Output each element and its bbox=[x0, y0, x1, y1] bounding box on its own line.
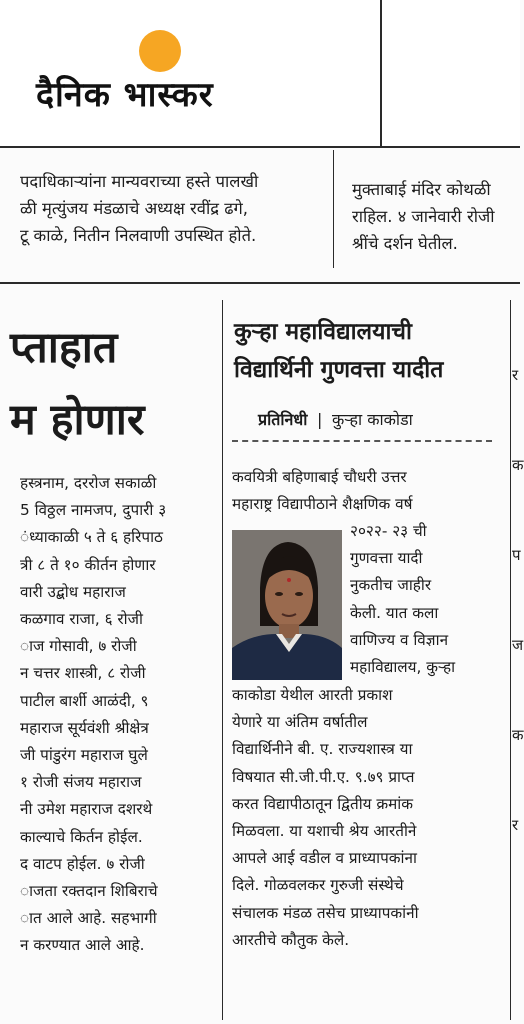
article-body bbox=[232, 682, 504, 954]
body-line: ाजता रक्तदान शिबिराचे bbox=[20, 882, 158, 901]
fragment: र bbox=[512, 816, 519, 834]
body-line: आपले आई वडील व प्राध्यापकांना bbox=[232, 849, 417, 868]
body-line: 5 विठ्ठल नामजप, दुपारी ३ bbox=[20, 501, 167, 520]
fragment: क bbox=[512, 456, 524, 474]
strip-left-text bbox=[20, 168, 320, 249]
article-headline-line-1: कुऱ्हा महाविद्यालयाची bbox=[234, 319, 412, 345]
fragment: र bbox=[512, 366, 519, 384]
byline-place: कुऱ्हा काकोडा bbox=[331, 410, 413, 429]
body-line: नुकतीच जाहीर bbox=[350, 576, 432, 595]
byline-reporter: प्रतिनिधी bbox=[258, 410, 308, 429]
strip-line: टू काळे, नितीन निलवाणी उपस्थित होते. bbox=[20, 226, 257, 245]
body-line: दिले. गोळवलकर गुरुजी संस्थेचे bbox=[232, 876, 404, 895]
fragment: क bbox=[512, 726, 524, 744]
masthead-divider bbox=[380, 0, 382, 146]
body-line: द वाटप होईल. ७ रोजी bbox=[20, 854, 145, 873]
body-line: महाराज सूर्यवंशी श्रीक्षेत्र bbox=[20, 718, 149, 737]
newspaper-brand: दैनिक भास्कर bbox=[36, 75, 214, 115]
right-column-divider bbox=[510, 300, 511, 1020]
fragment: प bbox=[512, 546, 521, 564]
right-edge-fragments bbox=[512, 330, 524, 870]
body-line: २०२२- २३ ची bbox=[350, 522, 427, 540]
strip-line: पदाधिकाऱ्यांना मान्यवराच्या हस्ते पालखी bbox=[20, 172, 259, 191]
byline-rule bbox=[232, 440, 492, 442]
body-line: पाटील बार्शी आळंदी, ९ bbox=[20, 691, 149, 710]
body-line: हस्त्रनाम, दररोज सकाळी bbox=[20, 474, 157, 492]
body-line: वारी उद्बोध महाराज bbox=[20, 582, 126, 601]
strip-divider bbox=[333, 150, 334, 268]
strip-line: ळी मृत्युंजय मंडळाचे अध्यक्ष रवींद्र ढगे, bbox=[20, 199, 249, 218]
body-line: काल्याचे किर्तन होईल. bbox=[20, 827, 143, 846]
body-line: ात आले आहे. सहभागी bbox=[20, 909, 157, 928]
byline-separator: | bbox=[316, 410, 323, 429]
body-line: ाज गोसावी, ७ रोजी bbox=[20, 637, 137, 656]
student-photo bbox=[232, 530, 342, 680]
fragment: ज bbox=[512, 636, 524, 654]
left-headline-line-1: प्ताहात bbox=[10, 323, 118, 373]
body-line: ंध्याकाळी ५ ते ६ हरिपाठ bbox=[20, 528, 163, 547]
student-portrait-icon bbox=[232, 530, 342, 680]
column-divider bbox=[222, 300, 223, 1020]
strip-line: राहिल. ४ जानेवारी रोजी bbox=[352, 207, 495, 226]
body-line: गुणवत्ता यादी bbox=[350, 549, 423, 568]
body-line: १ रोजी संजय महाराज bbox=[20, 773, 142, 792]
body-line: केली. यात कला bbox=[350, 603, 439, 622]
body-line: कळगाव राजा, ६ रोजी bbox=[20, 610, 143, 629]
body-line: वाणिज्य व विज्ञान bbox=[350, 630, 449, 649]
body-line: काकोडा येथील आरती प्रकाश bbox=[232, 686, 393, 704]
body-line: येणारे या अंतिम वर्षातील bbox=[232, 713, 368, 732]
body-line: जी पांडुरंग महाराज घुले bbox=[20, 746, 148, 765]
left-headline-line-2: म होणार bbox=[10, 395, 145, 445]
article-headline-line-2: विद्यार्थिनी गुणवत्ता यादीत bbox=[234, 357, 444, 383]
byline bbox=[258, 408, 413, 430]
body-line: त्री ८ ते १० कीर्तन होणार bbox=[20, 555, 156, 574]
body-line: नी उमेश महाराज दशरथे bbox=[20, 800, 153, 819]
left-story-body bbox=[20, 470, 215, 960]
body-line: महाराष्ट्र विद्यापीठाने शैक्षणिक वर्ष bbox=[232, 495, 413, 514]
strip-line: श्रींचे दर्शन घेतील. bbox=[352, 234, 458, 253]
body-line: आरतीचे कौतुक केले. bbox=[232, 930, 350, 949]
body-line: न करण्यात आले आहे. bbox=[20, 936, 145, 955]
body-line: विषयात सी.जी.पी.ए. ९.७९ प्राप्त bbox=[232, 767, 415, 786]
body-line: महाविद्यालय, कुऱ्हा bbox=[350, 658, 456, 677]
body-line: संचालक मंडळ तसेच प्राध्यापकांनी bbox=[232, 903, 419, 922]
body-line: न चत्तर शास्त्री, ८ रोजी bbox=[20, 664, 146, 683]
body-line: करत विद्यापीठातून द्वितीय क्रमांक bbox=[232, 794, 414, 813]
section-rule bbox=[0, 282, 520, 284]
body-line: मिळवला. या यशाची श्रेय आरतीने bbox=[232, 822, 417, 841]
body-line: विद्यार्थिनीने बी. ए. राज्यशास्त्र या bbox=[232, 740, 413, 759]
article-intro bbox=[232, 464, 502, 518]
sun-logo-icon bbox=[139, 30, 181, 72]
strip-line: मुक्ताबाई मंदिर कोथळी bbox=[352, 180, 491, 199]
strip-right-text bbox=[352, 176, 520, 257]
article-narrow-text bbox=[350, 518, 500, 681]
body-line: कवयित्री बहिणाबाई चौधरी उत्तर bbox=[232, 468, 407, 486]
